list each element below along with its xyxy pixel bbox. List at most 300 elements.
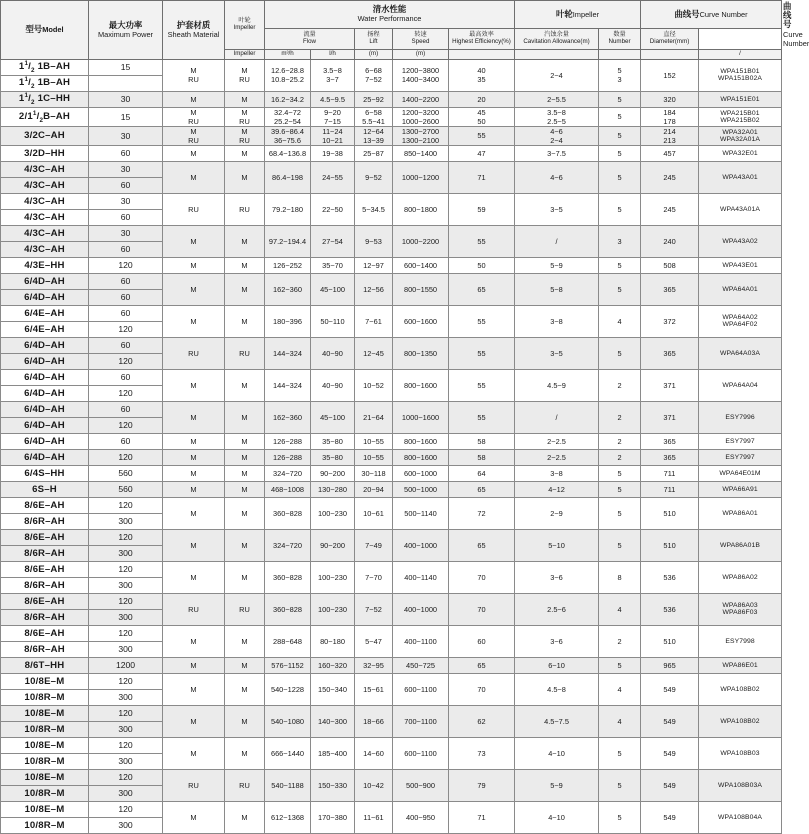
cell-max-power: 120	[89, 385, 163, 401]
cell-max-power: 60	[89, 337, 163, 353]
cell-max-power: 120	[89, 417, 163, 433]
cell-sheath-material: M	[163, 801, 225, 833]
cell-curve-number: ESY7998	[699, 625, 782, 657]
cell-flow-m3h: 540~1080	[265, 705, 311, 737]
cell-impeller-diameter: 152	[641, 59, 699, 91]
cell-cavitation: 3~6	[515, 625, 599, 657]
table-row	[1, 561, 782, 577]
cell-model: 4/3C–AH	[1, 161, 89, 177]
cell-curve-number: WPA86E01	[699, 657, 782, 673]
col-header-curve-group: 曲线号Curve Number	[641, 1, 782, 29]
cell-efficiency: 70	[449, 593, 515, 625]
table-row	[1, 497, 782, 513]
cell-sheath-material: M RU	[163, 107, 225, 126]
cell-speed: 500~1140	[393, 497, 449, 529]
cell-flow-m3h: 126~288	[265, 449, 311, 465]
cell-lift: 18~66	[355, 705, 393, 737]
unit-diameter	[641, 50, 699, 60]
cell-speed: 850~1400	[393, 145, 449, 161]
cell-speed: 1300~2700 1300~2100	[393, 126, 449, 145]
cell-cavitation: 4~10	[515, 737, 599, 769]
cell-cavitation: 4.5~7.5	[515, 705, 599, 737]
cell-max-power: 120	[89, 449, 163, 465]
cell-max-power: 30	[89, 225, 163, 241]
cell-model: $1^1/_2$ 1C–HH	[1, 91, 89, 107]
cell-flow-m3h: 162~360	[265, 273, 311, 305]
cell-cavitation: 4~6	[515, 161, 599, 193]
cell-max-power: 300	[89, 753, 163, 769]
cell-model: 10/8R–M	[1, 817, 89, 833]
cell-cavitation: /	[515, 401, 599, 433]
unit-curve: /	[699, 50, 782, 60]
cell-impeller: M	[225, 465, 265, 481]
cell-impeller-number: 5	[599, 481, 641, 497]
cell-lift: 12~97	[355, 257, 393, 273]
cell-impeller: M	[225, 705, 265, 737]
cell-impeller-number: 5	[599, 769, 641, 801]
cell-impeller-number: 4	[599, 705, 641, 737]
cell-flow-m3h: 540~1188	[265, 769, 311, 801]
cell-flow-m3h: 540~1228	[265, 673, 311, 705]
cell-max-power: 300	[89, 785, 163, 801]
cell-impeller-number: 2	[599, 369, 641, 401]
cell-impeller-diameter: 510	[641, 625, 699, 657]
cell-impeller-number: 2	[599, 449, 641, 465]
unit-cavitation	[515, 50, 599, 60]
cell-efficiency: 70	[449, 673, 515, 705]
cell-curve-number: WPA86A01	[699, 497, 782, 529]
unit-flow-lh: l/h	[311, 50, 355, 60]
cell-flow-lh: 100~230	[311, 561, 355, 593]
cell-impeller-number: 5	[599, 145, 641, 161]
cell-sheath-material: M	[163, 497, 225, 529]
cell-flow-lh: 4.5~9.5	[311, 91, 355, 107]
unit-number	[599, 50, 641, 60]
table-row	[1, 801, 782, 817]
cell-flow-lh: 45~100	[311, 273, 355, 305]
cell-impeller-diameter: 510	[641, 497, 699, 529]
col-header-max-power: 最大功率 Maximum Power	[89, 1, 163, 60]
cell-impeller-number: 5	[599, 801, 641, 833]
table-row	[1, 337, 782, 353]
cell-speed: 800~1350	[393, 337, 449, 369]
cell-flow-lh: 9~20 7~15	[311, 107, 355, 126]
cell-max-power: 120	[89, 561, 163, 577]
cell-flow-m3h: 612~1368	[265, 801, 311, 833]
cell-impeller-diameter: 365	[641, 433, 699, 449]
cell-max-power: 560	[89, 481, 163, 497]
cell-flow-lh: 90~200	[311, 529, 355, 561]
cell-flow-lh: 35~80	[311, 433, 355, 449]
cell-max-power: 120	[89, 529, 163, 545]
cell-cavitation: 4~12	[515, 481, 599, 497]
cell-max-power: 120	[89, 257, 163, 273]
cell-efficiency: 50	[449, 257, 515, 273]
cell-lift: 12~64 13~39	[355, 126, 393, 145]
cell-impeller-diameter: 549	[641, 673, 699, 705]
cell-impeller: M	[225, 529, 265, 561]
cell-curve-number: WPA64A04	[699, 369, 782, 401]
cell-curve-number: WPA43A01	[699, 161, 782, 193]
cell-lift: 14~60	[355, 737, 393, 769]
cell-lift: 15~61	[355, 673, 393, 705]
cell-impeller: M	[225, 91, 265, 107]
table-row	[1, 305, 782, 321]
cell-model: 6/4D–AH	[1, 433, 89, 449]
cell-max-power: 120	[89, 353, 163, 369]
cell-flow-m3h: 32.4~72 25.2~54	[265, 107, 311, 126]
cell-flow-m3h: 16.2~34.2	[265, 91, 311, 107]
cell-model: 4/3C–AH	[1, 177, 89, 193]
cell-speed: 800~1600	[393, 449, 449, 465]
cell-max-power: 60	[89, 369, 163, 385]
cell-max-power: 15	[89, 59, 163, 75]
cell-impeller: M	[225, 737, 265, 769]
table-row	[1, 529, 782, 545]
unit-flow-m3h: m³/h	[265, 50, 311, 60]
cell-max-power: 60	[89, 273, 163, 289]
cell-cavitation: 5~10	[515, 529, 599, 561]
cell-efficiency: 60	[449, 625, 515, 657]
cell-max-power: 300	[89, 721, 163, 737]
cell-sheath-material: M	[163, 705, 225, 737]
cell-flow-m3h: 324~720	[265, 465, 311, 481]
cell-model: 8/6E–AH	[1, 529, 89, 545]
cell-cavitation: 4~6 2~4	[515, 126, 599, 145]
cell-impeller-number: 5	[599, 273, 641, 305]
cell-model: 4/3C–AH	[1, 241, 89, 257]
cell-sheath-material: M	[163, 305, 225, 337]
cell-model: 6/4D–AH	[1, 369, 89, 385]
cell-lift: 7~70	[355, 561, 393, 593]
cell-speed: 400~1000	[393, 593, 449, 625]
cell-impeller-diameter: 549	[641, 801, 699, 833]
cell-flow-m3h: 180~396	[265, 305, 311, 337]
cell-lift: 10~42	[355, 769, 393, 801]
table-row	[1, 433, 782, 449]
cell-sheath-material: M RU	[163, 59, 225, 91]
cell-impeller-number: 5	[599, 529, 641, 561]
cell-flow-lh: 45~100	[311, 401, 355, 433]
cell-efficiency: 73	[449, 737, 515, 769]
cell-flow-lh: 50~110	[311, 305, 355, 337]
cell-impeller: M	[225, 401, 265, 433]
unit-speed: (m)	[393, 50, 449, 60]
cell-efficiency: 65	[449, 657, 515, 673]
table-row	[1, 126, 782, 145]
cell-lift: 9~53	[355, 225, 393, 257]
cell-impeller: M	[225, 273, 265, 305]
cell-cavitation: 2~9	[515, 497, 599, 529]
cell-max-power: 120	[89, 625, 163, 641]
cell-speed: 450~725	[393, 657, 449, 673]
cell-flow-m3h: 288~648	[265, 625, 311, 657]
cell-flow-lh: 40~90	[311, 369, 355, 401]
table-row	[1, 625, 782, 641]
cell-lift: 32~95	[355, 657, 393, 673]
cell-lift: 21~64	[355, 401, 393, 433]
cell-impeller-diameter: 510	[641, 529, 699, 561]
cell-impeller-number: 2	[599, 625, 641, 657]
cell-max-power: 300	[89, 513, 163, 529]
cell-curve-number: WPA66A91	[699, 481, 782, 497]
cell-sheath-material: M	[163, 91, 225, 107]
table-row	[1, 769, 782, 785]
cell-impeller-diameter: 457	[641, 145, 699, 161]
cell-efficiency: 71	[449, 801, 515, 833]
cell-impeller: M	[225, 801, 265, 833]
cell-impeller: M	[225, 161, 265, 193]
cell-flow-lh: 90~200	[311, 465, 355, 481]
cell-impeller: M	[225, 369, 265, 401]
cell-flow-lh: 80~180	[311, 625, 355, 657]
table-row	[1, 737, 782, 753]
cell-cavitation: 3~7.5	[515, 145, 599, 161]
cell-curve-number: WPA108B03	[699, 737, 782, 769]
cell-speed: 600~1100	[393, 673, 449, 705]
cell-cavitation: 2~2.5	[515, 449, 599, 465]
cell-speed: 1000~2200	[393, 225, 449, 257]
cell-lift: 30~118	[355, 465, 393, 481]
cell-curve-number: WPA108B02	[699, 705, 782, 737]
cell-flow-lh: 150~340	[311, 673, 355, 705]
cell-impeller: M RU	[225, 107, 265, 126]
cell-model: 8/6R–AH	[1, 513, 89, 529]
cell-max-power: 120	[89, 593, 163, 609]
cell-curve-number: WPA32A01 WPA32A01A	[699, 126, 782, 145]
cell-model: 4/3C–AH	[1, 193, 89, 209]
cell-curve-number: WPA43A01A	[699, 193, 782, 225]
col-header-flow: 流量 Flow	[265, 28, 355, 49]
cell-impeller-number: 3	[599, 225, 641, 257]
cell-cavitation: 3~5	[515, 193, 599, 225]
cell-impeller: M	[225, 449, 265, 465]
col-header-number: 数量 Number	[599, 28, 641, 49]
cell-speed: 1200~3200 1000~2600	[393, 107, 449, 126]
cell-impeller: M	[225, 561, 265, 593]
cell-impeller: RU	[225, 337, 265, 369]
cell-flow-m3h: 666~1440	[265, 737, 311, 769]
cell-lift: 9~52	[355, 161, 393, 193]
table-row	[1, 465, 782, 481]
cell-model: 10/8R–M	[1, 753, 89, 769]
cell-speed: 600~1100	[393, 737, 449, 769]
cell-speed: 1000~1200	[393, 161, 449, 193]
table-row	[1, 369, 782, 385]
cell-curve-number: WPA86A03 WPA86F03	[699, 593, 782, 625]
cell-speed: 1400~2200	[393, 91, 449, 107]
cell-model: 6/4D–AH	[1, 337, 89, 353]
cell-impeller-number: 5	[599, 161, 641, 193]
cell-impeller: M	[225, 497, 265, 529]
cell-max-power: 60	[89, 145, 163, 161]
cell-max-power: 120	[89, 769, 163, 785]
cell-cavitation: 3.5~8 2.5~5	[515, 107, 599, 126]
cell-flow-m3h: 97.2~194.4	[265, 225, 311, 257]
cell-flow-lh: 170~380	[311, 801, 355, 833]
cell-speed: 700~1100	[393, 705, 449, 737]
cell-model: $2/1^1/_2B-AH$	[1, 107, 89, 126]
cell-efficiency: 55	[449, 305, 515, 337]
cell-impeller-number: 5	[599, 737, 641, 769]
cell-speed: 400~1100	[393, 625, 449, 657]
cell-flow-m3h: 360~828	[265, 497, 311, 529]
cell-efficiency: 55	[449, 401, 515, 433]
cell-model: 6/4S–HH	[1, 465, 89, 481]
cell-impeller-number: 4	[599, 593, 641, 625]
cell-max-power: 60	[89, 241, 163, 257]
table-row	[1, 91, 782, 107]
table-row	[1, 59, 782, 75]
cell-sheath-material: M	[163, 433, 225, 449]
cell-flow-m3h: 324~720	[265, 529, 311, 561]
cell-impeller-diameter: 536	[641, 561, 699, 593]
cell-max-power	[89, 75, 163, 91]
cell-efficiency: 55	[449, 126, 515, 145]
cell-impeller-diameter: 711	[641, 465, 699, 481]
cell-flow-m3h: 126~252	[265, 257, 311, 273]
cell-model: 10/8R–M	[1, 689, 89, 705]
cell-speed: 600~1600	[393, 305, 449, 337]
cell-sheath-material: M	[163, 465, 225, 481]
cell-speed: 500~900	[393, 769, 449, 801]
cell-curve-number: WPA64A01	[699, 273, 782, 305]
cell-max-power: 120	[89, 673, 163, 689]
cell-impeller-diameter: 536	[641, 593, 699, 625]
cell-lift: 10~52	[355, 369, 393, 401]
cell-sheath-material: M	[163, 673, 225, 705]
col-header-model: 型号Model	[1, 1, 89, 60]
table-row	[1, 449, 782, 465]
cell-lift: 5~34.5	[355, 193, 393, 225]
cell-impeller-diameter: 549	[641, 705, 699, 737]
cell-impeller-number: 5	[599, 107, 641, 126]
cell-lift: 12~56	[355, 273, 393, 305]
cell-curve-number: WPA108B03A	[699, 769, 782, 801]
table-row	[1, 657, 782, 673]
cell-impeller: M	[225, 625, 265, 657]
unit-efficiency	[449, 50, 515, 60]
cell-cavitation: 4.5~8	[515, 673, 599, 705]
cell-impeller-number: 4	[599, 305, 641, 337]
cell-max-power: 560	[89, 465, 163, 481]
cell-sheath-material: M	[163, 369, 225, 401]
cell-impeller-number: 5	[599, 497, 641, 529]
cell-impeller: M	[225, 225, 265, 257]
cell-model: 8/6E–AH	[1, 625, 89, 641]
cell-flow-m3h: 39.6~86.4 36~75.6	[265, 126, 311, 145]
cell-model: 6/4D–AH	[1, 385, 89, 401]
cell-efficiency: 79	[449, 769, 515, 801]
cell-efficiency: 65	[449, 529, 515, 561]
cell-efficiency: 65	[449, 481, 515, 497]
cell-flow-lh: 185~400	[311, 737, 355, 769]
cell-curve-number: WPA43A02	[699, 225, 782, 257]
cell-max-power: 1200	[89, 657, 163, 673]
cell-flow-lh: 40~90	[311, 337, 355, 369]
cell-efficiency: 64	[449, 465, 515, 481]
cell-sheath-material: M	[163, 145, 225, 161]
cell-flow-m3h: 162~360	[265, 401, 311, 433]
cell-sheath-material: M	[163, 273, 225, 305]
table-row	[1, 273, 782, 289]
cell-impeller-diameter: 365	[641, 337, 699, 369]
cell-flow-m3h: 360~828	[265, 593, 311, 625]
cell-impeller-diameter: 371	[641, 369, 699, 401]
cell-model: 4/3C–AH	[1, 225, 89, 241]
cell-model: 3/2C–AH	[1, 126, 89, 145]
cell-efficiency: 65	[449, 273, 515, 305]
col-header-diameter: 直径 Diameter(mm)	[641, 28, 699, 49]
table-row	[1, 161, 782, 177]
cell-flow-m3h: 468~1008	[265, 481, 311, 497]
cell-lift: 6~58 5.5~41	[355, 107, 393, 126]
cell-model: 8/6R–AH	[1, 641, 89, 657]
cell-cavitation: 5~8	[515, 273, 599, 305]
cell-efficiency: 62	[449, 705, 515, 737]
cell-model: 4/3C–AH	[1, 209, 89, 225]
cell-speed: 800~1600	[393, 369, 449, 401]
cell-impeller-diameter: 508	[641, 257, 699, 273]
cell-impeller-diameter: 549	[641, 737, 699, 769]
cell-impeller: M	[225, 305, 265, 337]
cell-impeller-diameter: 320	[641, 91, 699, 107]
cell-curve-number: WPA151B01 WPA151B02A	[699, 59, 782, 91]
cell-max-power: 60	[89, 209, 163, 225]
cell-speed: 600~1400	[393, 257, 449, 273]
cell-sheath-material: RU	[163, 593, 225, 625]
cell-max-power: 120	[89, 321, 163, 337]
cell-sheath-material: M	[163, 401, 225, 433]
cell-max-power: 60	[89, 433, 163, 449]
cell-impeller: M RU	[225, 126, 265, 145]
cell-lift: 5~47	[355, 625, 393, 657]
cell-lift: 20~94	[355, 481, 393, 497]
cell-sheath-material: M	[163, 529, 225, 561]
cell-impeller-number: 5	[599, 257, 641, 273]
cell-speed: 400~1000	[393, 529, 449, 561]
cell-speed: 600~1000	[393, 465, 449, 481]
cell-model: 3/2D–HH	[1, 145, 89, 161]
cell-flow-lh: 27~54	[311, 225, 355, 257]
cell-lift: 10~55	[355, 433, 393, 449]
cell-model: 6S–H	[1, 481, 89, 497]
cell-speed: 500~1000	[393, 481, 449, 497]
cell-model: 8/6E–AH	[1, 497, 89, 513]
cell-max-power: 120	[89, 705, 163, 721]
cell-lift: 10~61	[355, 497, 393, 529]
cell-sheath-material: RU	[163, 769, 225, 801]
col-header-efficiency: 最高效率 Highest Efficiency(%)	[449, 28, 515, 49]
cell-max-power: 30	[89, 91, 163, 107]
cell-max-power: 120	[89, 801, 163, 817]
cell-model: 6/4D–AH	[1, 353, 89, 369]
cell-cavitation: 3~8	[515, 465, 599, 481]
cell-curve-number: WPA215B01 WPA215B02	[699, 107, 782, 126]
cell-curve-number: WPA64A03A	[699, 337, 782, 369]
cell-cavitation: 3~6	[515, 561, 599, 593]
table-row	[1, 145, 782, 161]
cell-impeller: M	[225, 145, 265, 161]
cell-impeller-number: 5	[599, 337, 641, 369]
cell-cavitation: 5~9	[515, 257, 599, 273]
unit-lift: (m)	[355, 50, 393, 60]
cell-model: 6/4D–AH	[1, 449, 89, 465]
cell-max-power: 60	[89, 177, 163, 193]
cell-flow-lh: 130~280	[311, 481, 355, 497]
table-row	[1, 107, 782, 126]
cell-curve-number: ESY7996	[699, 401, 782, 433]
